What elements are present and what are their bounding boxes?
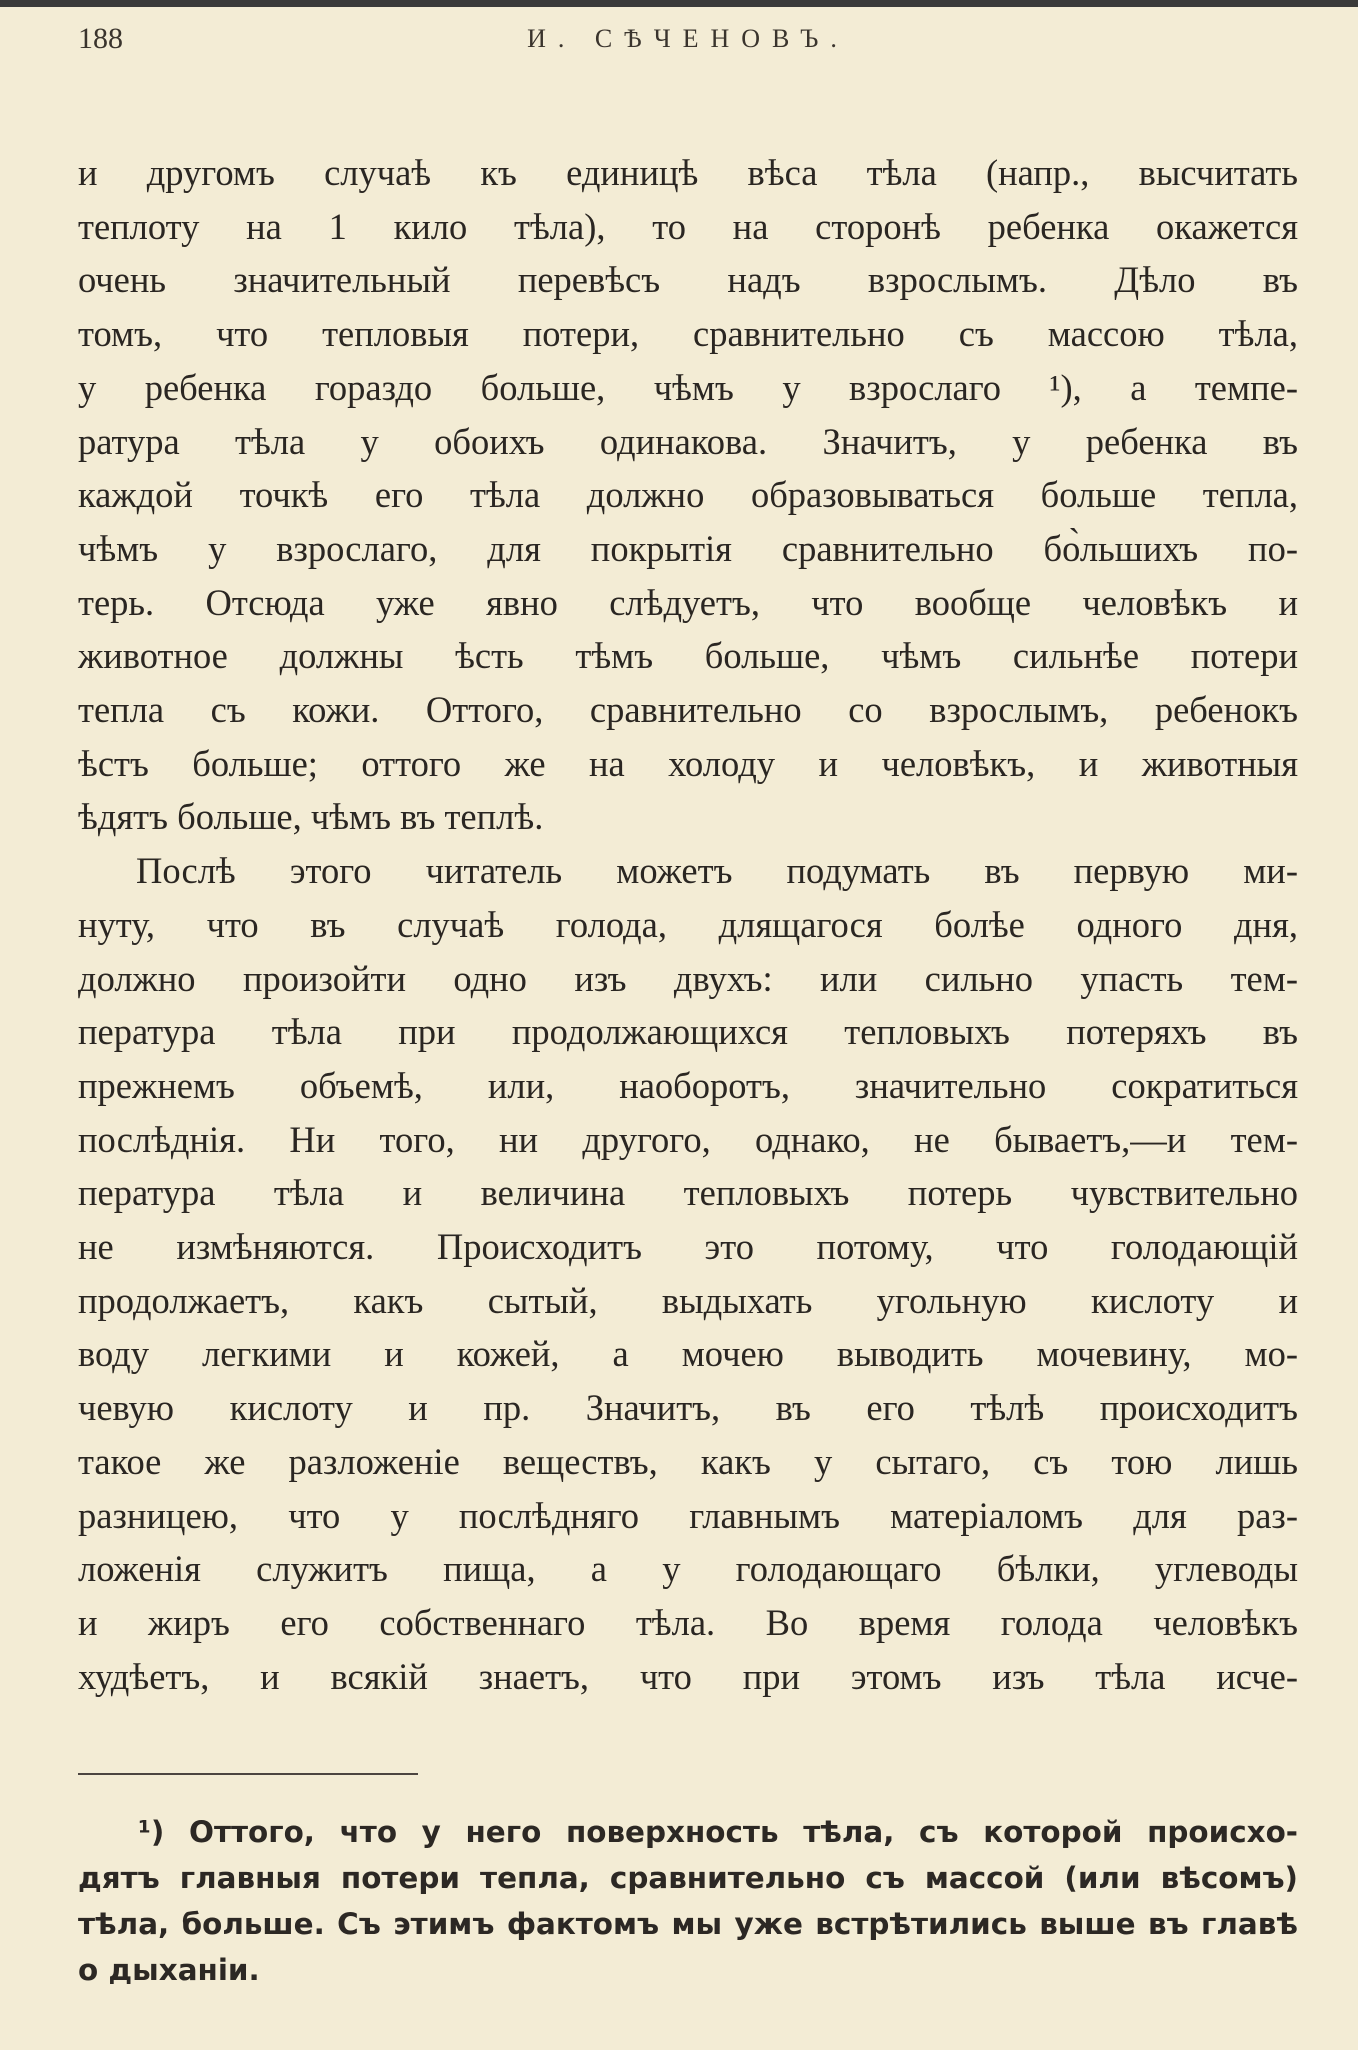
text-line: ѣдятъ больше, чѣмъ въ теплѣ. [78, 796, 544, 838]
footnote-line: тѣла, больше. Съ этимъ фактомъ мы уже встрѣтились выше въ главѣ [78, 1907, 1298, 1942]
page-number: 188 [78, 22, 123, 55]
text-line: ложенія служитъ пища, а у голодающаго бѣлки, углеводы [78, 1548, 1298, 1590]
text-line: пература тѣла при продолжающихся тепловыхъ потеряхъ въ [78, 1011, 1298, 1053]
text-line: нуту, что въ случаѣ голода, длящагося болѣе одного дня, [78, 903, 1298, 945]
footnote-line: о дыханіи. [78, 1953, 260, 1988]
text-line: теплоту на 1 кило тѣла), то на сторонѣ ребенка окажется [78, 205, 1298, 247]
text-line: воду легкими и кожей, а мочею выводить мочевину, мо- [78, 1333, 1298, 1375]
book-page [78, 22, 1298, 1993]
text-line: не измѣняются. Происходитъ это потому, что голодающій [78, 1226, 1298, 1268]
text-line: худѣетъ, и всякій знаетъ, что при этомъ изъ тѣла исче- [78, 1655, 1298, 1697]
text-line: каждой точкѣ его тѣла должно образовываться больше тепла, [78, 474, 1298, 516]
text-line: ратура тѣла у обоихъ одинакова. Значитъ, у ребенка въ [78, 420, 1298, 462]
body-text [78, 146, 1298, 1703]
text-line: и жиръ его собственнаго тѣла. Во время голода человѣкъ [78, 1601, 1298, 1643]
footnote [78, 1809, 1298, 1993]
text-line: томъ, что тепловыя потери, сравнительно съ массою тѣла, [78, 313, 1298, 355]
text-line: животное должны ѣсть тѣмъ больше, чѣмъ сильнѣе потери [78, 635, 1298, 677]
text-line: пература тѣла и величина тепловыхъ потерь чувствительно [78, 1172, 1298, 1214]
text-line: у ребенка гораздо больше, чѣмъ у взрослаго ¹), а темпе- [78, 366, 1298, 408]
text-line: очень значительный перевѣсъ надъ взрослымъ. Дѣло въ [78, 259, 1298, 301]
running-title: И. СѢЧЕНОВЪ. [527, 24, 849, 53]
page-top-edge [0, 0, 1358, 7]
text-line: ѣстъ больше; оттого же на холоду и человѣкъ, и животныя [78, 742, 1298, 784]
footnote-divider [78, 1773, 418, 1775]
text-line: прежнемъ объемѣ, или, наоборотъ, значительно сократиться [78, 1064, 1298, 1106]
text-line: чевую кислоту и пр. Значитъ, въ его тѣлѣ происходитъ [78, 1387, 1298, 1429]
text-line: должно произойти одно изъ двухъ: или сильно упасть тем- [78, 957, 1298, 999]
text-line: терь. Отсюда уже явно слѣдуетъ, что вообще человѣкъ и [78, 581, 1298, 623]
text-line: Послѣ этого читатель можетъ подумать въ первую ми- [136, 850, 1298, 892]
page-header [78, 22, 1298, 82]
footnote-line: дятъ главныя потери тепла, сравнительно съ массой (или вѣсомъ) [78, 1861, 1298, 1896]
footnote-line: ¹) Оттого, что у него поверхность тѣла, съ которой происхо- [138, 1815, 1298, 1850]
text-line: тепла съ кожи. Оттого, сравнительно со взрослымъ, ребенокъ [78, 689, 1298, 731]
text-line: разницею, что у послѣдняго главнымъ матеріаломъ для раз- [78, 1494, 1298, 1536]
text-line: и другомъ случаѣ къ единицѣ вѣса тѣла (напр., высчитать [78, 152, 1298, 193]
text-line: продолжаетъ, какъ сытый, выдыхать угольную кислоту и [78, 1279, 1298, 1321]
text-line: послѣднія. Ни того, ни другого, однако, не бываетъ,—и тем- [78, 1118, 1298, 1160]
text-line: такое же разложеніе веществъ, какъ у сытаго, съ тою лишь [78, 1440, 1298, 1482]
text-line: чѣмъ у взрослаго, для покрытія сравнительно бо̀льшихъ по- [78, 527, 1298, 569]
